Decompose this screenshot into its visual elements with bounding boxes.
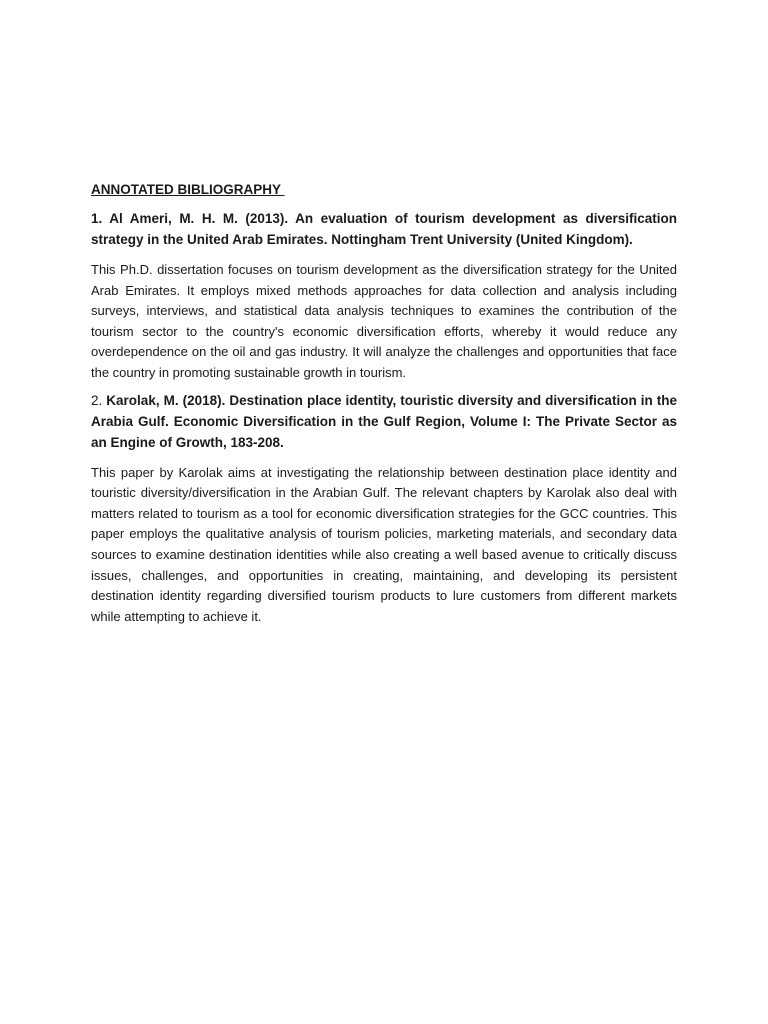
document-page: [91, 180, 677, 633]
entry-1-annotation: This Ph.D. dissertation focuses on tourism development as the diversification strategy for the United Arab Emirates. It employs mixed methods approaches for data collection and analysis including surveys, interviews, and statistical data analysis techniques to examines the contribution of the tourism sector to the country's economic diversification efforts, whereby it would reduce any overdependence on the oil and gas industry. It will analyze the challenges and opportunities that face the country in promoting sustainable growth in tourism.: [91, 262, 677, 380]
entry-1-number: 1.: [91, 211, 103, 226]
entry-1-citation: [91, 208, 677, 250]
page-title: ANNOTATED BIBLIOGRAPHY: [91, 182, 285, 197]
entry-2-citation: [91, 390, 677, 453]
entry-2-annotation: This paper by Karolak aims at investigating the relationship between destination place identity and touristic diversity/diversification in the Arabian Gulf. The relevant chapters by Karolak also deal with matters related to tourism as a tool for economic diversification strategies for the GCC countries. This paper employs the qualitative analysis of tourism policies, marketing materials, and secondary data sources to examine destination identities while also creating a well based avenue to critically discuss issues, challenges, and opportunities in creating, maintaining, and developing its persistent destination identity regarding diversified tourism products to lure customers from different markets while attempting to achieve it.: [91, 464, 677, 624]
entry-1-citation-text: Al Ameri, M. H. M. (2013). An evaluation of tourism development as diversification strategy in the United Arab Emirates. Nottingham Trent University (United Kingdom).: [91, 211, 677, 247]
entry-2-number: 2.: [91, 392, 103, 408]
entry-2-citation-text: Karolak, M. (2018). Destination place identity, touristic diversity and diversification in the Arabia Gulf. Economic Diversification in the Gulf Region, Volume I: The Private Sector as an Engine of Growth, 183-208.: [91, 392, 677, 450]
